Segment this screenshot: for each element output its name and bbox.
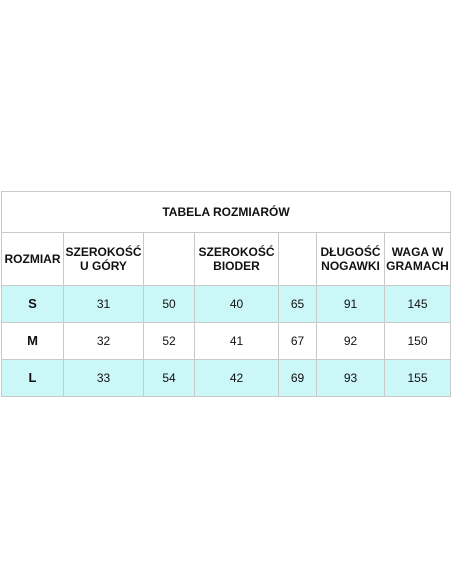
- table-cell: 42: [195, 360, 279, 397]
- header-dlugosc-nogawki: [317, 233, 385, 286]
- table-cell: 150: [385, 323, 451, 360]
- table-cell: 50: [144, 286, 195, 323]
- table-cell: 41: [195, 323, 279, 360]
- header-waga-w-gramach: [385, 233, 451, 286]
- header-szerokosc-u-gory-line-2: U GÓRY: [80, 259, 127, 273]
- table-cell: 54: [144, 360, 195, 397]
- table-cell: 33: [64, 360, 144, 397]
- header-szerokosc-u-gory-line-1: SZEROKOŚĆ: [65, 245, 142, 259]
- header-waga-w-gramach-line-2: GRAMACH: [386, 259, 449, 273]
- table-cell: 145: [385, 286, 451, 323]
- table-cell: 40: [195, 286, 279, 323]
- table-cell: 92: [317, 323, 385, 360]
- header-dlugosc-nogawki-line-1: DŁUGOŚĆ: [320, 245, 381, 259]
- header-szerokosc-bioder: [195, 233, 279, 286]
- header-dlugosc-nogawki-line-2: NOGAWKI: [321, 259, 380, 273]
- table-title: TABELA ROZMIARÓW: [2, 192, 451, 233]
- table-header-row: [2, 233, 451, 286]
- header-szerokosc-bioder-line-2: BIODER: [213, 259, 260, 273]
- size-table: [1, 191, 451, 397]
- table-cell: 67: [279, 323, 317, 360]
- header-empty-1: [144, 233, 195, 286]
- header-rozmiar-line-1: ROZMIAR: [4, 252, 61, 266]
- table-row-s: [2, 286, 451, 323]
- table-cell: 65: [279, 286, 317, 323]
- header-szerokosc-bioder-line-1: SZEROKOŚĆ: [198, 245, 275, 259]
- table-row-l: [2, 360, 451, 397]
- table-cell: 91: [317, 286, 385, 323]
- table-row-m: [2, 323, 451, 360]
- header-waga-w-gramach-line-1: WAGA W: [391, 245, 444, 259]
- header-szerokosc-u-gory: [64, 233, 144, 286]
- header-empty-2: [279, 233, 317, 286]
- table-cell: 31: [64, 286, 144, 323]
- table-cell: 69: [279, 360, 317, 397]
- header-rozmiar: [2, 233, 64, 286]
- table-cell: 32: [64, 323, 144, 360]
- table-cell: 52: [144, 323, 195, 360]
- table-cell: 155: [385, 360, 451, 397]
- size-cell: L: [2, 360, 64, 397]
- table-cell: 93: [317, 360, 385, 397]
- table-title-row: [2, 192, 451, 233]
- size-cell: M: [2, 323, 64, 360]
- size-cell: S: [2, 286, 64, 323]
